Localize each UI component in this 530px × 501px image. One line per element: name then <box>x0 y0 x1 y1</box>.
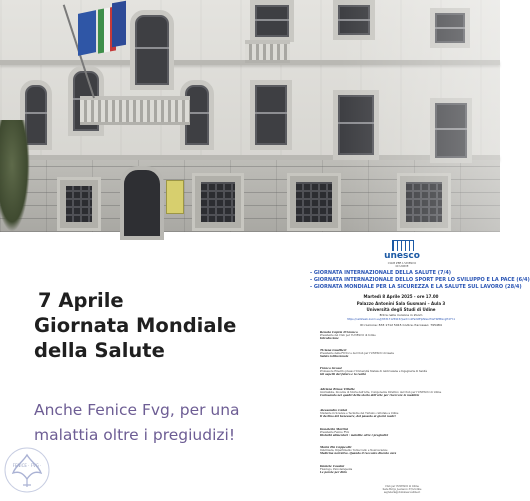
event-flyer-document <box>302 232 530 500</box>
entrance-door <box>120 166 164 240</box>
speaker-topic: Il declino del benessere, dal passato ai giorni nostri <box>320 415 396 419</box>
window <box>250 80 292 150</box>
speaker-entry <box>320 388 480 398</box>
footer-line: Club per l'UNESCO di Udine <box>385 485 419 488</box>
speaker-entry <box>320 367 480 377</box>
subtitle-line: Anche Fenice Fvg, per una <box>34 401 240 419</box>
speaker-desc: Fisiologo, Psicoterapeuta <box>320 468 353 472</box>
post-subtitle <box>34 398 240 448</box>
speaker-topic: Introduzione <box>320 337 339 341</box>
speaker-entry <box>320 428 480 438</box>
post-title <box>34 313 236 363</box>
club-line: DI UDINE <box>395 265 409 268</box>
speaker-name: Adriana Brusa Villatte <box>320 387 356 391</box>
zoom-access: Entra nella riunione in Zoom <box>379 313 423 317</box>
speaker-desc: Professore Emerito presso l'Università Statale di Ambrosiana e Ingegneria di Sanità <box>320 370 428 374</box>
speaker-entry <box>320 446 480 456</box>
speaker-name: Tiziana Gualtieri <box>320 348 347 352</box>
eu-flag <box>78 10 96 56</box>
window <box>250 0 294 42</box>
speaker-desc: Presidente della FICLU e del Club per l'UNESCO di Gaeta <box>320 352 394 356</box>
speaker-topic: Curiosando nei quadri della storia dell'arte per ricercare le malattie <box>320 394 420 398</box>
entrance-sign <box>166 180 184 214</box>
speaker-name: Renata Capria D'Aronco <box>320 330 358 334</box>
balcony <box>245 40 290 63</box>
speaker-entry <box>320 349 480 359</box>
barred-window <box>195 176 241 228</box>
fenice-logo <box>2 443 52 497</box>
speaker-topic: Le parole per dirlo <box>320 471 348 475</box>
subtitle-line: malattia oltre i pregiudizi! <box>34 426 236 444</box>
headline: - GIORNATA INTERNAZIONALE DELLA SALUTE (7/4) <box>310 270 452 276</box>
footer-line: Sede Borgo Leonacco 37/a Udine <box>382 487 422 491</box>
headline: - GIORNATA INTERNAZIONALE DELLO SPORT PER LO SVILUPPO E LA PACE (6/4) <box>310 277 530 283</box>
logo-text: FENICE · FVG · <box>12 463 42 468</box>
venue-line: Università degli Studi di Udine <box>366 307 436 312</box>
speaker-topic: Disturbi alimentari : malattie oltre i pregiudizi <box>320 434 389 438</box>
tree <box>0 120 30 232</box>
speaker-name: Donatella Martini <box>320 427 348 431</box>
barred-window <box>60 180 98 228</box>
regional-flag <box>112 1 126 47</box>
speaker-entry <box>320 465 480 475</box>
speaker-name: Maria Pia Cappeotti <box>320 445 352 449</box>
balcony <box>80 96 190 125</box>
unesco-temple-icon <box>392 240 414 251</box>
speaker-topic: Gli aspetti del futuro e la realtà <box>320 373 367 377</box>
speaker-name: Franco Grossi <box>320 366 342 370</box>
event-date: 7 Aprile <box>38 289 124 312</box>
speaker-entry <box>320 331 480 341</box>
unesco-wordmark: unesco <box>384 251 420 261</box>
phoenix-icon <box>2 443 52 497</box>
venue-line: Palazzo Antonini Sala Gusmani – Aula 3 <box>356 301 446 306</box>
headline: - GIORNATA MONDIALE PER LA SICUREZZA E LA SALUTE SUL LAVORO (28/4) <box>310 284 522 290</box>
meeting-id: ID riunione: 833 1712 5915 Codice d'accesso: 795484 <box>360 323 442 327</box>
title-line: Giornata Mondiale <box>34 314 237 337</box>
speaker-desc: Infermiera, Dipartimento Terza Cello e Neuroscienze <box>320 449 388 453</box>
speaker-name: Daniele Cassini <box>320 464 345 468</box>
footer-line: segreteria@clubunescoudine.it <box>383 490 421 494</box>
zoom-link[interactable]: https://us02web.zoom.us/j/83317125915?pwd=nkFaXWHpNIevYDeTbPMGcgH47Y.1 <box>346 318 456 321</box>
title-line: della Salute <box>34 339 165 362</box>
document-footer <box>332 486 472 494</box>
light-overlay <box>340 0 500 232</box>
window <box>130 10 174 90</box>
club-line: CLUB PER L'UNESCO <box>387 262 417 265</box>
speaker-desc: Studente in Scienze e Tecniche del Turismo culturale a Udine <box>320 412 399 416</box>
speaker-entry <box>320 409 480 419</box>
speaker-desc: Presidente del Club per l'UNESCO di Udine <box>320 334 376 338</box>
building-photo <box>0 0 500 232</box>
speaker-desc: Presidente Fenice FVG <box>320 431 350 435</box>
club-name <box>362 262 442 268</box>
speaker-topic: Medicina narrativa. Quando il racconto diventa cura <box>320 452 397 456</box>
event-datetime: Martedì 8 Aprile 2025 - ore 17.00 <box>363 294 439 299</box>
speaker-name: Alessandro Cabai <box>320 408 348 412</box>
speaker-topic: Saluto istituzionale <box>320 355 349 359</box>
speaker-desc: Giornalista, Docente di Storia dell'Arte, Componente Direttivo del Club per l'UNESCO di Udine <box>320 391 442 395</box>
barred-window <box>290 176 338 228</box>
